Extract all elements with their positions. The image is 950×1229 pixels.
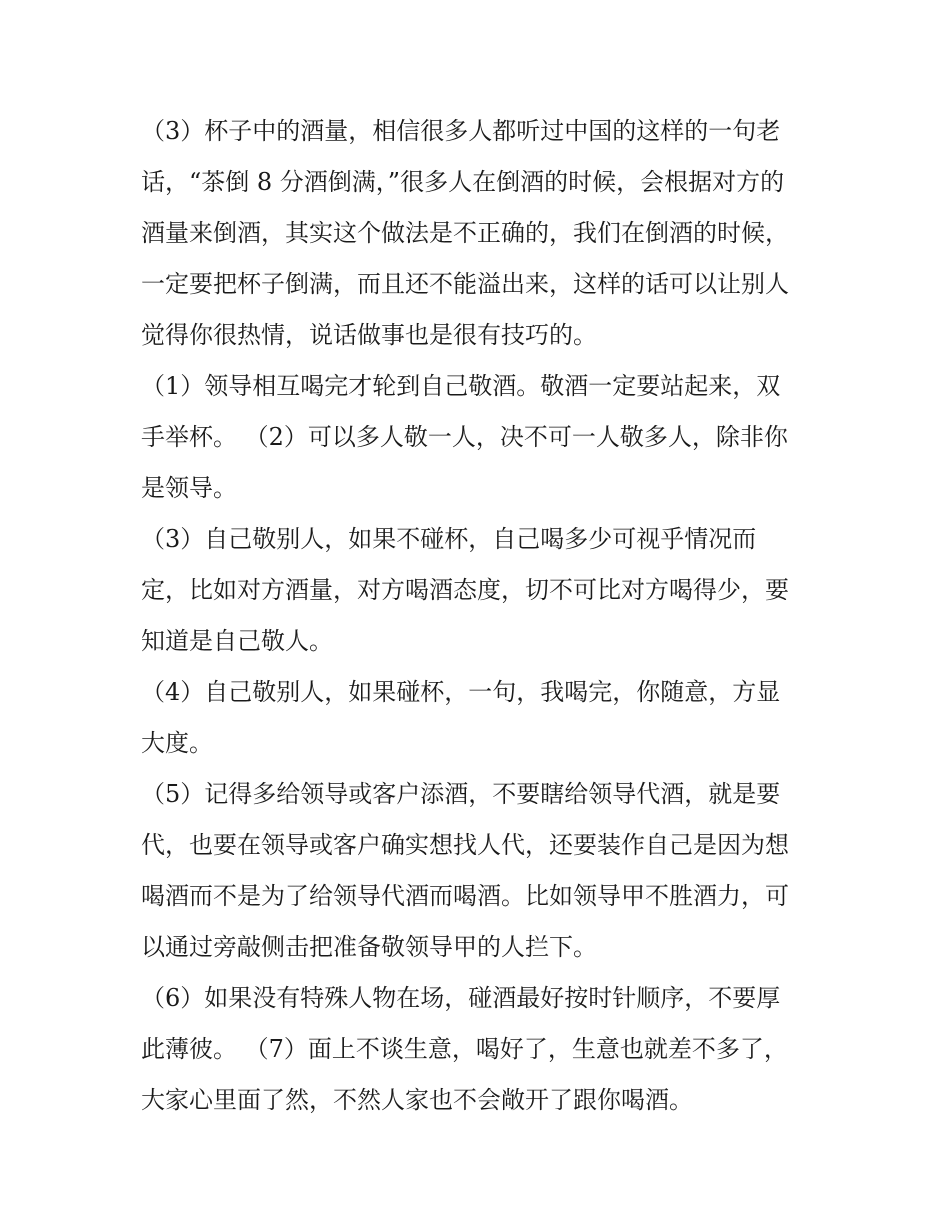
- text-line-17: 以通过旁敲侧击把准备敬领导甲的人拦下。: [141, 933, 597, 961]
- document-body: [141, 106, 821, 1126]
- text-line-13: 大度。: [141, 729, 213, 757]
- text-line-4: 一定要把杯子倒满，而且还不能溢出来，这样的话可以让别人: [141, 270, 789, 298]
- text-line-3: 酒量来倒酒，其实这个做法是不正确的，我们在倒酒的时候，: [141, 219, 789, 247]
- text-line-20: 大家心里面了然，不然人家也不会敞开了跟你喝酒。: [141, 1086, 693, 1114]
- text-line-5: 觉得你很热情，说话做事也是很有技巧的。: [141, 321, 597, 349]
- text-line-10: 定，比如对方酒量，对方喝酒态度，切不可比对方喝得少，要: [141, 576, 789, 604]
- text-line-12: （4）自己敬别人，如果碰杯，一句，我喝完，你随意，方显: [141, 678, 781, 706]
- text-line-14: （5）记得多给领导或客户添酒，不要瞎给领导代酒，就是要: [141, 780, 781, 808]
- text-line-8: 是领导。: [141, 474, 237, 502]
- text-line-9: （3）自己敬别人，如果不碰杯，自己喝多少可视乎情况而: [141, 525, 757, 553]
- text-line-18: （6）如果没有特殊人物在场，碰酒最好按时针顺序，不要厚: [141, 984, 781, 1012]
- text-line-6: （1）领导相互喝完才轮到自己敬酒。敬酒一定要站起来，双: [141, 372, 781, 400]
- text-line-15: 代，也要在领导或客户确实想找人代，还要装作自己是因为想: [141, 831, 789, 859]
- text-line-19: 此薄彼。 （7）面上不谈生意，喝好了，生意也就差不多了，: [141, 1035, 788, 1063]
- text-line-7: 手举杯。 （2）可以多人敬一人，决不可一人敬多人，除非你: [141, 423, 788, 451]
- text-line-16: 喝酒而不是为了给领导代酒而喝酒。比如领导甲不胜酒力，可: [141, 882, 789, 910]
- text-line-11: 知道是自己敬人。: [141, 627, 333, 655]
- text-line-2: 话，“茶倒 8 分酒倒满，”很多人在倒酒的时候，会根据对方的: [141, 168, 785, 196]
- text-line-1: （3）杯子中的酒量，相信很多人都听过中国的这样的一句老: [141, 117, 781, 145]
